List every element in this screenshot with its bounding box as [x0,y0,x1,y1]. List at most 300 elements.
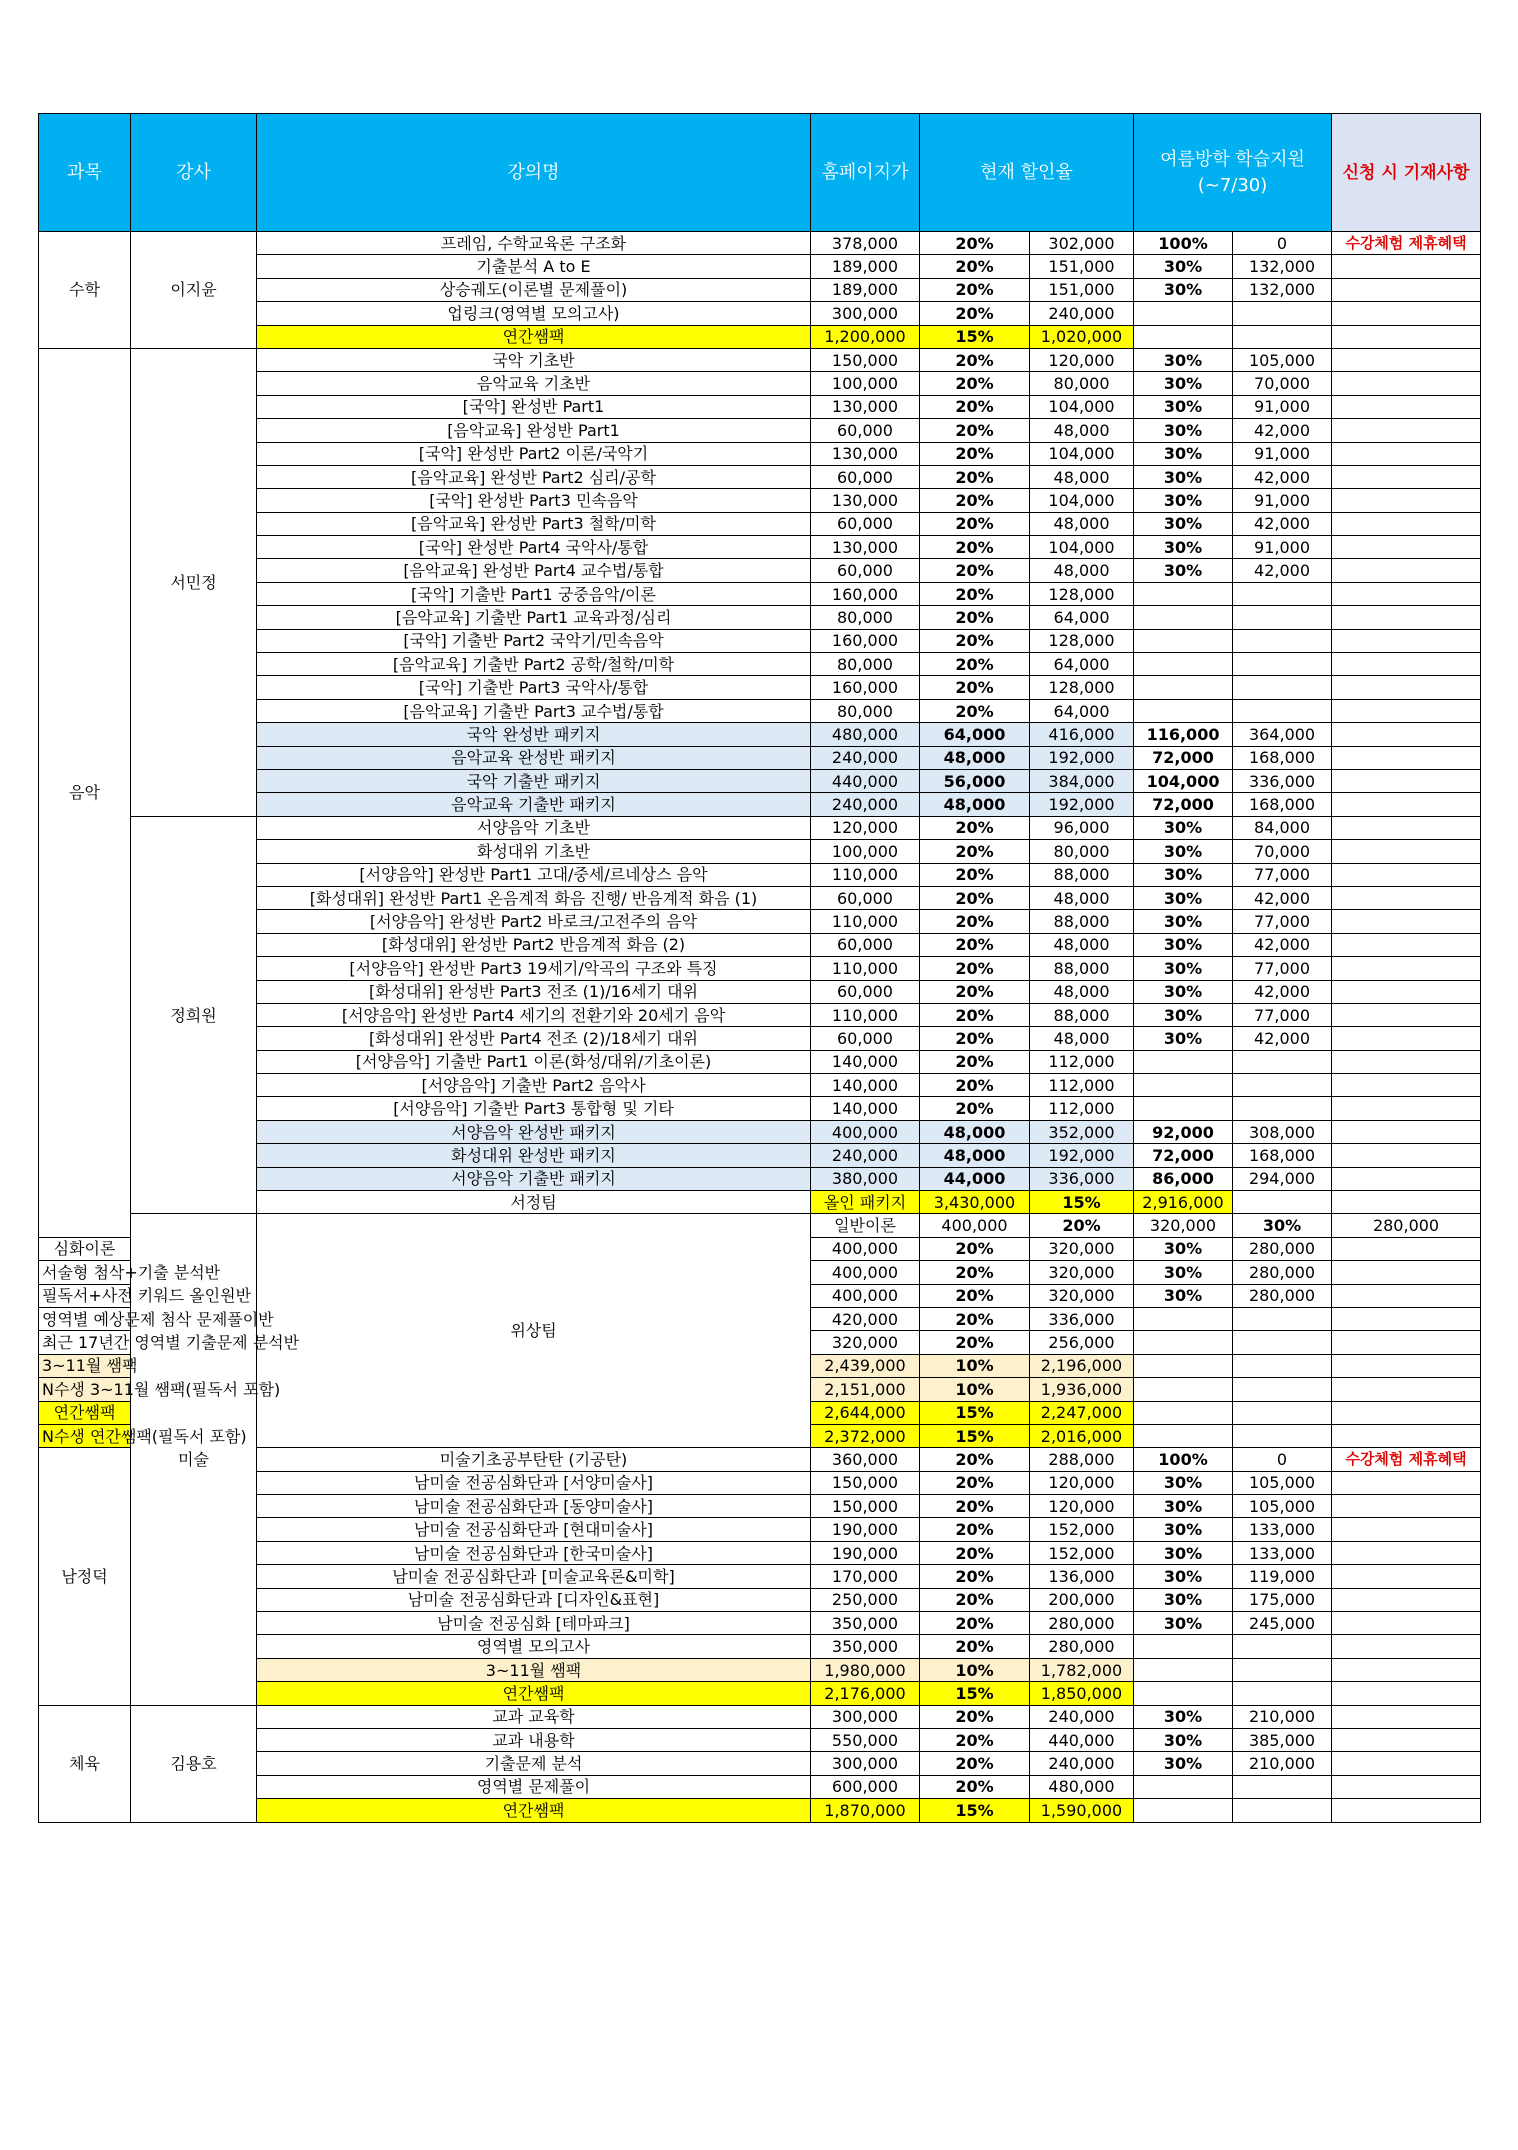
course-name: 3~11월 쌤팩 [257,1658,811,1681]
support-rate: 30% [1134,1518,1233,1541]
discount-price: 120,000 [1030,1495,1134,1518]
course-name: [국악] 기출반 Part2 국악기/민속음악 [257,629,811,652]
support-price [1233,1307,1332,1330]
discount-rate: 20% [920,1588,1030,1611]
support-rate: 30% [1134,348,1233,371]
course-name: 서양음악 기초반 [257,816,811,839]
support-rate [1134,676,1233,699]
table-row [39,232,1481,255]
homepage-price: 160,000 [811,582,920,605]
discount-rate: 48,000 [920,793,1030,816]
support-rate [1134,1424,1233,1447]
support-price [1233,606,1332,629]
support-price: 0 [1233,1448,1332,1471]
support-rate: 100% [1134,232,1233,255]
course-name: N수생 3~11월 쌤팩(필독서 포함) [39,1378,131,1401]
support-price: 91,000 [1233,536,1332,559]
teacher-cell: 이지윤 [131,232,257,349]
course-name: 업링크(영역별 모의고사) [257,302,811,325]
note-cell [1332,512,1481,535]
discount-price: 48,000 [1030,1027,1134,1050]
note-cell [1332,676,1481,699]
note-cell [1332,606,1481,629]
discount-rate: 20% [920,559,1030,582]
homepage-price: 440,000 [811,769,920,792]
support-price: 91,000 [1233,395,1332,418]
discount-price: 192,000 [1030,793,1134,816]
table-row [39,816,1481,839]
support-price: 105,000 [1233,1471,1332,1494]
discount-price: 80,000 [1030,372,1134,395]
course-name: 화성대위 기초반 [257,840,811,863]
support-rate [1134,1682,1233,1705]
support-rate [1134,1331,1233,1354]
support-price [1233,1635,1332,1658]
discount-price: 112,000 [1030,1050,1134,1073]
course-name: 영역별 문제풀이 [257,1775,811,1798]
support-price [1233,629,1332,652]
homepage-price: 100,000 [811,372,920,395]
support-price [1233,1074,1332,1097]
discount-rate: 20% [920,489,1030,512]
discount-rate: 20% [920,1448,1030,1471]
discount-price: 136,000 [1030,1565,1134,1588]
note-cell [1332,793,1481,816]
course-name: 남미술 전공심화 [테마파크] [257,1612,811,1635]
note-cell: 수강체험 제휴혜택 [1332,232,1481,255]
note-cell [1332,1705,1481,1728]
discount-price: 336,000 [1030,1167,1134,1190]
homepage-price: 2,176,000 [811,1682,920,1705]
note-cell [1332,1167,1481,1190]
discount-rate: 56,000 [920,769,1030,792]
support-rate: 30% [1134,840,1233,863]
support-price: 77,000 [1233,863,1332,886]
discount-rate: 20% [920,1050,1030,1073]
discount-price: 80,000 [1030,840,1134,863]
discount-price: 1,590,000 [1030,1799,1134,1822]
course-name: 영역별 모의고사 [257,1635,811,1658]
course-name: 국악 기초반 [257,348,811,371]
homepage-price: 130,000 [811,395,920,418]
table-row [39,348,1481,371]
discount-price: 280,000 [1030,1635,1134,1658]
discount-rate: 20% [920,1635,1030,1658]
course-name: 상승궤도(이론별 문제풀이) [257,278,811,301]
homepage-price: 60,000 [811,1027,920,1050]
support-rate: 30% [1134,816,1233,839]
homepage-price: 378,000 [811,232,920,255]
note-cell [1332,840,1481,863]
support-rate: 72,000 [1134,1144,1233,1167]
course-name: [서양음악] 완성반 Part3 19세기/악곡의 구조와 특징 [257,957,811,980]
homepage-price: 150,000 [811,1471,920,1494]
support-price: 91,000 [1233,489,1332,512]
discount-rate: 20% [920,255,1030,278]
homepage-price: 240,000 [811,746,920,769]
course-name: [화성대위] 완성반 Part3 전조 (1)/16세기 대위 [257,980,811,1003]
course-name: 올인 패키지 [811,1191,920,1214]
homepage-price: 1,200,000 [811,325,920,348]
note-cell [1332,278,1481,301]
homepage-price: 190,000 [811,1541,920,1564]
discount-price: 48,000 [1030,933,1134,956]
discount-price: 384,000 [1030,769,1134,792]
support-rate: 30% [1134,910,1233,933]
support-price [1233,1097,1332,1120]
discount-rate: 20% [920,840,1030,863]
note-cell: 수강체험 제휴혜택 [1332,1448,1481,1471]
note-cell [1332,559,1481,582]
discount-rate: 15% [1030,1191,1134,1214]
course-name: 국악 완성반 패키지 [257,723,811,746]
course-name: [서양음악] 완성반 Part4 세기의 전환기와 20세기 음악 [257,1003,811,1026]
homepage-price: 300,000 [811,1705,920,1728]
discount-rate: 20% [920,957,1030,980]
note-cell [1332,723,1481,746]
discount-price: 151,000 [1030,255,1134,278]
course-name: 음악교육 완성반 패키지 [257,746,811,769]
support-rate: 30% [1134,886,1233,909]
support-rate [1134,1050,1233,1073]
course-name: [서양음악] 완성반 Part2 바로크/고전주의 음악 [257,910,811,933]
discount-price: 192,000 [1030,1144,1134,1167]
support-price: 132,000 [1233,255,1332,278]
discount-price: 128,000 [1030,582,1134,605]
discount-rate: 20% [920,1237,1030,1260]
discount-rate: 20% [1030,1214,1134,1237]
discount-price: 416,000 [1030,723,1134,746]
support-price: 105,000 [1233,1495,1332,1518]
discount-price: 104,000 [1030,489,1134,512]
course-name: 음악교육 기초반 [257,372,811,395]
note-cell [1332,886,1481,909]
discount-price: 152,000 [1030,1541,1134,1564]
support-rate [1134,325,1233,348]
discount-rate: 20% [920,1518,1030,1541]
note-cell [1332,1144,1481,1167]
course-name: 연간쌤팩 [257,1682,811,1705]
homepage-price: 130,000 [811,489,920,512]
note-cell [1332,536,1481,559]
discount-rate: 20% [920,302,1030,325]
support-price: 168,000 [1233,793,1332,816]
support-rate: 92,000 [1134,1120,1233,1143]
support-rate: 30% [1134,1541,1233,1564]
discount-rate: 20% [920,1307,1030,1330]
discount-rate: 20% [920,512,1030,535]
course-name: N수생 연간쌤팩(필독서 포함) [39,1424,131,1447]
note-cell [1332,1331,1481,1354]
discount-price: 64,000 [1030,699,1134,722]
price-table [38,113,1481,1823]
support-rate: 30% [1134,255,1233,278]
support-rate: 30% [1134,1471,1233,1494]
support-rate: 30% [1134,1003,1233,1026]
course-name: 필독서+사전 키워드 올인원반 [39,1284,131,1307]
note-cell [1332,1401,1481,1424]
course-name: [국악] 완성반 Part3 민속음악 [257,489,811,512]
course-name: 최근 17년간 영역별 기출문제 분석반 [39,1331,131,1354]
discount-rate: 20% [920,1565,1030,1588]
support-price: 168,000 [1233,746,1332,769]
course-name: 심화이론 [39,1237,131,1260]
homepage-price: 400,000 [811,1120,920,1143]
homepage-price: 400,000 [811,1237,920,1260]
homepage-price: 350,000 [811,1612,920,1635]
homepage-price: 60,000 [811,419,920,442]
homepage-price: 400,000 [811,1261,920,1284]
support-price: 294,000 [1233,1167,1332,1190]
course-name: 남미술 전공심화단과 [동양미술사] [257,1495,811,1518]
support-rate [1134,699,1233,722]
note-cell [1332,1541,1481,1564]
course-name: 교과 내용학 [257,1729,811,1752]
discount-price: 200,000 [1030,1588,1134,1611]
discount-price: 240,000 [1030,1752,1134,1775]
discount-price: 151,000 [1030,278,1134,301]
homepage-price: 189,000 [811,278,920,301]
discount-rate: 20% [920,442,1030,465]
note-cell [1332,746,1481,769]
note-cell [1332,1495,1481,1518]
support-price [1233,1050,1332,1073]
support-price [1233,302,1332,325]
homepage-price: 60,000 [811,512,920,535]
homepage-price: 80,000 [811,699,920,722]
note-cell [1332,582,1481,605]
support-price [1332,1191,1481,1214]
homepage-price: 140,000 [811,1050,920,1073]
discount-rate: 20% [920,933,1030,956]
note-cell [1332,863,1481,886]
discount-rate: 20% [920,278,1030,301]
support-rate: 30% [1233,1214,1332,1237]
support-price [1233,699,1332,722]
course-name: [음악교육] 기출반 Part2 공학/철학/미학 [257,653,811,676]
note-cell [1332,1565,1481,1588]
header-current-discount: 현재 할인율 [920,114,1134,232]
support-rate: 30% [1134,1565,1233,1588]
course-name: 미술기초공부탄탄 (기공탄) [257,1448,811,1471]
course-name: 일반이론 [811,1214,920,1237]
course-name: [국악] 기출반 Part3 국악사/통합 [257,676,811,699]
support-price [1233,1378,1332,1401]
homepage-price: 2,644,000 [811,1401,920,1424]
support-price: 42,000 [1233,933,1332,956]
discount-price: 48,000 [1030,559,1134,582]
discount-rate: 20% [920,910,1030,933]
support-rate [1134,1401,1233,1424]
discount-price: 152,000 [1030,1518,1134,1541]
support-price: 42,000 [1233,886,1332,909]
note-cell [1332,1658,1481,1681]
teacher-cell: 서정팀 [257,1191,811,1214]
discount-rate: 20% [920,653,1030,676]
discount-price: 48,000 [1030,980,1134,1003]
discount-price: 48,000 [1030,465,1134,488]
support-price: 42,000 [1233,980,1332,1003]
discount-rate: 20% [920,629,1030,652]
discount-price: 1,936,000 [1030,1378,1134,1401]
support-price: 385,000 [1233,1729,1332,1752]
discount-price: 104,000 [1030,536,1134,559]
teacher-cell: 남정덕 [39,1448,131,1705]
note-cell [1332,980,1481,1003]
homepage-price: 100,000 [811,840,920,863]
discount-price: 2,196,000 [1030,1354,1134,1377]
support-rate: 30% [1134,372,1233,395]
discount-rate: 20% [920,348,1030,371]
course-name: [국악] 완성반 Part2 이론/국악기 [257,442,811,465]
discount-rate: 20% [920,536,1030,559]
discount-price: 2,247,000 [1030,1401,1134,1424]
support-rate: 30% [1134,465,1233,488]
support-rate: 30% [1134,980,1233,1003]
support-rate: 30% [1134,1752,1233,1775]
support-rate [1134,1097,1233,1120]
course-name: 남미술 전공심화단과 [한국미술사] [257,1541,811,1564]
discount-price: 320,000 [1134,1214,1233,1237]
discount-rate: 15% [920,1424,1030,1447]
discount-price: 88,000 [1030,1003,1134,1026]
support-price: 0 [1233,232,1332,255]
note-cell [1332,933,1481,956]
course-name: 서양음악 완성반 패키지 [257,1120,811,1143]
homepage-price: 80,000 [811,653,920,676]
discount-rate: 20% [920,886,1030,909]
homepage-price: 130,000 [811,442,920,465]
note-cell [1332,442,1481,465]
header-subject: 과목 [39,114,131,232]
subject-cell: 체육 [39,1705,131,1822]
discount-price: 120,000 [1030,348,1134,371]
discount-price: 240,000 [1030,1705,1134,1728]
course-name: [국악] 완성반 Part4 국악사/통합 [257,536,811,559]
support-rate: 30% [1134,1612,1233,1635]
note-cell [1332,1424,1481,1447]
discount-price: 352,000 [1030,1120,1134,1143]
discount-rate: 20% [920,372,1030,395]
discount-price: 64,000 [1030,653,1134,676]
support-price [1233,325,1332,348]
support-price: 77,000 [1233,910,1332,933]
discount-price: 1,020,000 [1030,325,1134,348]
note-cell [1332,1729,1481,1752]
discount-rate: 10% [920,1658,1030,1681]
support-rate [1134,302,1233,325]
discount-price: 280,000 [1030,1612,1134,1635]
note-cell [1332,302,1481,325]
homepage-price: 160,000 [811,676,920,699]
discount-rate: 20% [920,1612,1030,1635]
note-cell [1332,1588,1481,1611]
course-name: [서양음악] 기출반 Part1 이론(화성/대위/기초이론) [257,1050,811,1073]
note-cell [1332,653,1481,676]
note-cell [1332,910,1481,933]
course-name: [음악교육] 완성반 Part1 [257,419,811,442]
subject-cell: 미술 [131,1214,257,1705]
homepage-price: 300,000 [811,1752,920,1775]
header-course: 강의명 [257,114,811,232]
discount-rate: 15% [920,1799,1030,1822]
support-rate: 100% [1134,1448,1233,1471]
support-rate: 72,000 [1134,793,1233,816]
homepage-price: 320,000 [811,1331,920,1354]
header-summer-support [1134,114,1332,232]
note-cell [1332,1237,1481,1260]
support-price: 84,000 [1233,816,1332,839]
note-cell [1332,629,1481,652]
homepage-price: 380,000 [811,1167,920,1190]
support-price [1233,582,1332,605]
support-price [1233,1424,1332,1447]
homepage-price: 110,000 [811,910,920,933]
support-rate [1134,606,1233,629]
homepage-price: 240,000 [811,793,920,816]
homepage-price: 140,000 [811,1074,920,1097]
teacher-cell: 위상팀 [257,1214,811,1448]
homepage-price: 400,000 [811,1284,920,1307]
course-name: 교과 교육학 [257,1705,811,1728]
course-name: [국악] 기출반 Part1 궁중음악/이론 [257,582,811,605]
discount-rate: 20% [920,1261,1030,1284]
note-cell [1332,1120,1481,1143]
note-cell [1332,1752,1481,1775]
teacher-cell: 서민정 [131,348,257,816]
discount-rate: 20% [920,1752,1030,1775]
header-teacher: 강사 [131,114,257,232]
note-cell [1332,1261,1481,1284]
support-price [1233,1775,1332,1798]
support-rate [1233,1191,1332,1214]
homepage-price: 300,000 [811,302,920,325]
support-price: 364,000 [1233,723,1332,746]
homepage-price: 60,000 [811,559,920,582]
note-cell [1332,1635,1481,1658]
course-name: 3~11월 쌤팩 [39,1354,131,1377]
homepage-price: 130,000 [811,536,920,559]
support-rate: 30% [1134,1729,1233,1752]
support-price: 245,000 [1233,1612,1332,1635]
discount-rate: 20% [920,606,1030,629]
course-name: 국악 기출반 패키지 [257,769,811,792]
support-rate: 30% [1134,278,1233,301]
support-rate: 30% [1134,559,1233,582]
discount-price: 1,850,000 [1030,1682,1134,1705]
support-rate: 30% [1134,933,1233,956]
support-rate: 104,000 [1134,769,1233,792]
course-name: [서양음악] 기출반 Part3 통합형 및 기타 [257,1097,811,1120]
course-name: 남미술 전공심화단과 [디자인&표현] [257,1588,811,1611]
homepage-price: 350,000 [811,1635,920,1658]
support-rate [1134,1074,1233,1097]
header-summer-support-label: 여름방학 학습지원 (~7/30) [1160,148,1305,196]
support-price: 70,000 [1233,372,1332,395]
course-name: 연간쌤팩 [257,325,811,348]
support-price: 42,000 [1233,559,1332,582]
support-rate: 30% [1134,419,1233,442]
note-cell [1332,372,1481,395]
course-name: 영역별 예상문제 첨삭 문제풀이반 [39,1307,131,1330]
homepage-price: 2,372,000 [811,1424,920,1447]
note-cell [1332,1307,1481,1330]
course-name: [음악교육] 완성반 Part3 철학/미학 [257,512,811,535]
discount-price: 128,000 [1030,676,1134,699]
homepage-price: 420,000 [811,1307,920,1330]
homepage-price: 150,000 [811,1495,920,1518]
support-rate [1134,1775,1233,1798]
